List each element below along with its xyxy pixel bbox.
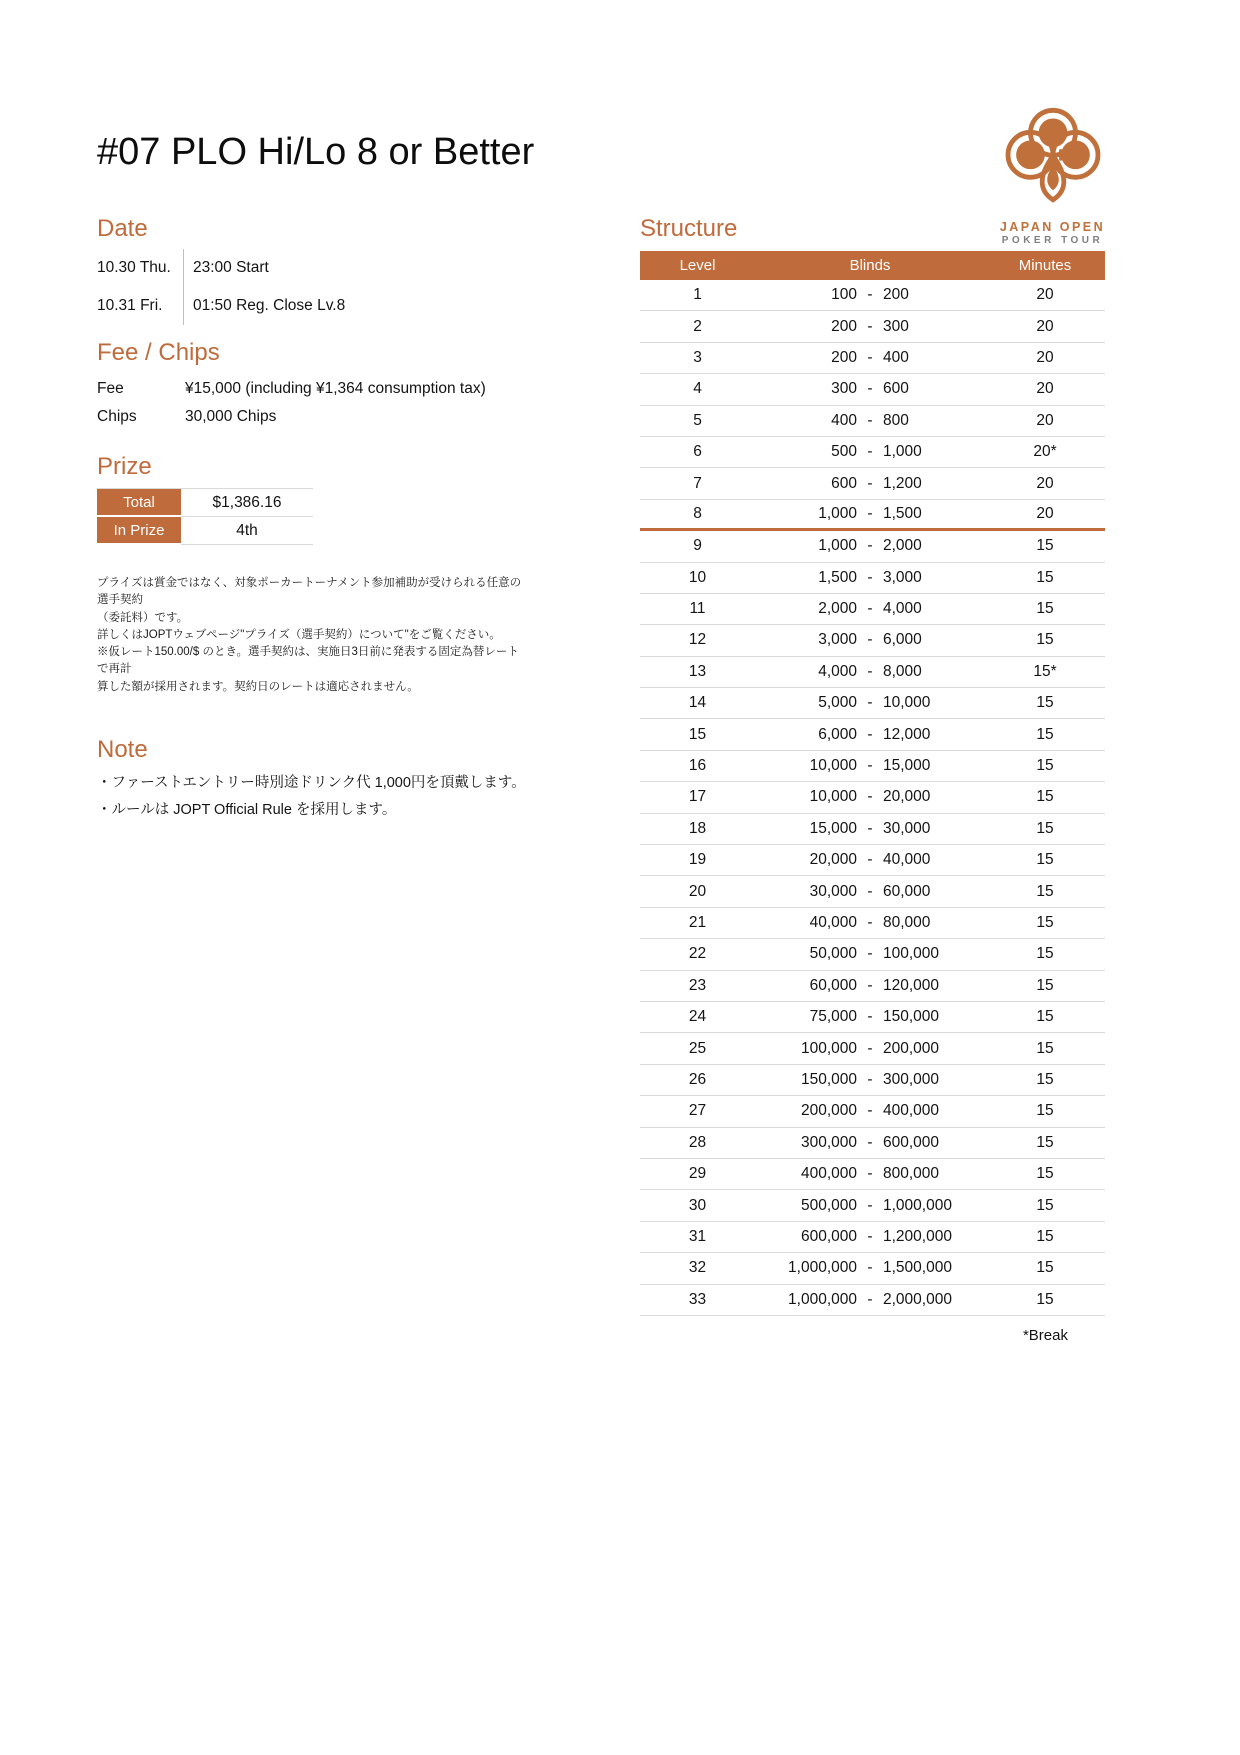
minutes-cell: 15 xyxy=(1036,1039,1054,1057)
level-cell: 16 xyxy=(688,757,707,775)
fee-chips-label: Chips xyxy=(97,408,137,425)
blinds-separator: - xyxy=(867,411,873,429)
blinds-cell xyxy=(755,1165,985,1183)
blinds-cell xyxy=(755,569,985,587)
date-table xyxy=(97,249,527,325)
minutes-cell: 15* xyxy=(1033,662,1057,680)
small-blind: 5,000 xyxy=(818,694,857,712)
minutes-cell: 20 xyxy=(1036,348,1054,366)
blinds-cell xyxy=(755,475,985,493)
small-blind: 1,000,000 xyxy=(788,1259,857,1277)
blinds-cell xyxy=(755,537,985,555)
level-cell: 1 xyxy=(693,286,702,304)
blinds-separator: - xyxy=(867,662,873,680)
level-cell: 33 xyxy=(688,1290,707,1308)
big-blind: 400 xyxy=(883,348,909,366)
small-blind: 600 xyxy=(831,474,857,492)
structure-table-row xyxy=(640,719,1105,750)
prize-row-label: Total xyxy=(97,489,181,517)
blinds-cell xyxy=(755,726,985,744)
minutes-cell: 15 xyxy=(1036,945,1054,963)
blinds-cell xyxy=(755,318,985,336)
prize-heading: Prize xyxy=(97,453,152,480)
minutes-cell: 20 xyxy=(1036,380,1054,398)
big-blind: 300 xyxy=(883,317,909,335)
blinds-separator: - xyxy=(867,600,873,618)
small-blind: 150,000 xyxy=(800,1070,857,1088)
small-blind: 40,000 xyxy=(809,914,857,931)
blinds-separator: - xyxy=(867,1102,873,1120)
structure-table-body xyxy=(640,280,1105,1316)
blinds-cell xyxy=(755,757,985,775)
blinds-cell xyxy=(755,1071,985,1089)
level-cell: 26 xyxy=(688,1070,707,1088)
blinds-separator: - xyxy=(867,945,873,963)
blinds-cell xyxy=(755,505,985,523)
minutes-cell: 15 xyxy=(1036,1290,1054,1308)
minutes-cell: 15 xyxy=(1036,694,1054,712)
blinds-cell xyxy=(755,1259,985,1277)
minutes-cell: 15 xyxy=(1036,882,1054,900)
level-cell: 22 xyxy=(688,945,707,963)
note-heading: Note xyxy=(97,735,148,763)
blinds-cell xyxy=(755,412,985,430)
big-blind: 4,000 xyxy=(883,600,922,618)
blinds-cell xyxy=(755,820,985,838)
minutes-cell: 20 xyxy=(1036,317,1054,335)
small-blind: 4,000 xyxy=(818,662,857,680)
prize-table xyxy=(97,488,313,545)
blinds-separator: - xyxy=(867,348,873,366)
big-blind: 6,000 xyxy=(883,631,922,649)
structure-table-row xyxy=(640,343,1105,374)
big-blind: 200 xyxy=(883,286,909,304)
level-cell: 2 xyxy=(693,317,702,335)
blinds-cell xyxy=(755,349,985,367)
fee-chips-heading: Fee / Chips xyxy=(97,339,220,366)
big-blind: 40,000 xyxy=(883,851,931,869)
structure-table-row xyxy=(640,1190,1105,1221)
structure-table-row xyxy=(640,971,1105,1002)
structure-table xyxy=(640,251,1105,1316)
structure-table-row xyxy=(640,657,1105,688)
minutes-cell: 15 xyxy=(1036,1133,1054,1151)
blinds-separator: - xyxy=(867,568,873,586)
column-header-blinds: Blinds xyxy=(849,257,891,274)
blinds-cell xyxy=(755,286,985,304)
structure-section xyxy=(640,215,1105,1344)
small-blind: 3,000 xyxy=(818,631,857,649)
blinds-cell xyxy=(755,1228,985,1246)
level-cell: 31 xyxy=(688,1227,707,1245)
structure-table-row xyxy=(640,782,1105,813)
minutes-cell: 20 xyxy=(1036,411,1054,429)
big-blind: 800,000 xyxy=(883,1165,940,1183)
note-list xyxy=(97,770,527,824)
level-cell: 24 xyxy=(688,1008,707,1026)
big-blind: 1,200,000 xyxy=(883,1227,952,1245)
structure-table-row xyxy=(640,688,1105,719)
blinds-separator: - xyxy=(867,882,873,900)
prize-row-label: In Prize xyxy=(97,517,181,545)
level-cell: 19 xyxy=(688,851,707,869)
structure-table-row xyxy=(640,814,1105,845)
level-cell: 11 xyxy=(689,600,706,618)
minutes-cell: 15 xyxy=(1036,1165,1054,1183)
structure-table-row xyxy=(640,468,1105,499)
big-blind: 1,000,000 xyxy=(883,1196,952,1214)
blinds-separator: - xyxy=(867,443,873,461)
blinds-cell xyxy=(755,380,985,398)
structure-table-row xyxy=(640,845,1105,876)
level-cell: 29 xyxy=(688,1165,707,1183)
date-heading: Date xyxy=(97,215,148,242)
fee-chips-value: 30,000 Chips xyxy=(185,408,277,425)
minutes-cell: 15 xyxy=(1036,631,1054,649)
minutes-cell: 15 xyxy=(1036,600,1054,618)
big-blind: 1,200 xyxy=(883,474,922,492)
big-blind: 30,000 xyxy=(883,819,931,837)
small-blind: 300 xyxy=(831,380,857,398)
small-blind: 300,000 xyxy=(800,1133,857,1151)
blinds-cell xyxy=(755,788,985,806)
small-blind: 1,000,000 xyxy=(788,1290,857,1308)
blinds-separator: - xyxy=(867,317,873,335)
big-blind: 200,000 xyxy=(883,1039,940,1057)
blinds-separator: - xyxy=(867,819,873,837)
structure-table-row xyxy=(640,406,1105,437)
date-value: 10.31 Fri. xyxy=(97,297,163,314)
column-header-level: Level xyxy=(679,257,716,274)
minutes-cell: 15 xyxy=(1036,1102,1054,1120)
minutes-cell: 15 xyxy=(1036,568,1054,586)
club-clover-icon xyxy=(1005,106,1101,218)
blinds-separator: - xyxy=(867,286,873,304)
structure-table-row xyxy=(640,1285,1105,1316)
small-blind: 30,000 xyxy=(809,882,857,900)
small-blind: 10,000 xyxy=(809,788,857,806)
structure-table-row xyxy=(640,563,1105,594)
level-cell: 9 xyxy=(693,537,702,555)
level-cell: 18 xyxy=(688,819,707,837)
blinds-separator: - xyxy=(867,976,873,994)
blinds-separator: - xyxy=(867,1133,873,1151)
small-blind: 200,000 xyxy=(800,1102,857,1120)
blinds-separator: - xyxy=(867,788,873,806)
blinds-separator: - xyxy=(867,631,873,649)
level-cell: 12 xyxy=(688,631,707,649)
big-blind: 400,000 xyxy=(883,1102,940,1120)
small-blind: 100,000 xyxy=(800,1039,857,1057)
minutes-cell: 15 xyxy=(1036,1008,1054,1026)
small-blind: 1,000 xyxy=(818,504,857,522)
structure-table-row xyxy=(640,1002,1105,1033)
blinds-separator: - xyxy=(867,1227,873,1245)
blinds-separator: - xyxy=(867,1039,873,1057)
level-cell: 32 xyxy=(688,1259,707,1277)
structure-table-row xyxy=(640,1222,1105,1253)
minutes-cell: 15 xyxy=(1036,819,1054,837)
level-cell: 15 xyxy=(688,725,707,743)
small-blind: 600,000 xyxy=(800,1227,857,1245)
prize-disclaimer-line: （委託料）です。 xyxy=(97,611,189,624)
minutes-cell: 15 xyxy=(1036,1259,1054,1277)
blinds-cell xyxy=(755,851,985,869)
level-cell: 20 xyxy=(688,882,707,900)
level-cell: 4 xyxy=(693,380,702,398)
blinds-cell xyxy=(755,977,985,995)
blinds-cell xyxy=(755,1040,985,1058)
blinds-cell xyxy=(755,1291,985,1309)
structure-table-row xyxy=(640,939,1105,970)
minutes-cell: 15 xyxy=(1036,1070,1054,1088)
structure-table-row xyxy=(640,500,1105,531)
prize-disclaimer-text xyxy=(97,575,527,696)
small-blind: 400,000 xyxy=(800,1165,857,1183)
blinds-separator: - xyxy=(867,474,873,492)
big-blind: 2,000,000 xyxy=(883,1290,952,1308)
structure-table-row xyxy=(640,437,1105,468)
level-cell: 21 xyxy=(688,914,707,931)
logo-text-japan-open: JAPAN OPEN xyxy=(999,220,1106,234)
level-cell: 25 xyxy=(688,1039,707,1057)
structure-table-row xyxy=(640,280,1105,311)
blinds-cell xyxy=(755,663,985,681)
blinds-separator: - xyxy=(867,380,873,398)
structure-table-row xyxy=(640,1159,1105,1190)
minutes-cell: 20* xyxy=(1033,443,1057,461)
minutes-cell: 15 xyxy=(1036,914,1054,931)
big-blind: 1,500,000 xyxy=(883,1259,952,1277)
big-blind: 60,000 xyxy=(883,882,931,900)
big-blind: 10,000 xyxy=(883,694,931,712)
minutes-cell: 15 xyxy=(1036,1196,1054,1214)
blinds-cell xyxy=(755,600,985,618)
fee-chips-value: ¥15,000 (including ¥1,364 consumption tax) xyxy=(185,380,486,397)
minutes-cell: 15 xyxy=(1036,788,1054,806)
level-cell: 8 xyxy=(693,504,702,522)
small-blind: 50,000 xyxy=(809,945,857,963)
structure-table-row xyxy=(640,1065,1105,1096)
prize-disclaimer-line: 詳しくはJOPTウェブページ"プライズ（選手契約）について"をご覧ください。 xyxy=(97,628,501,641)
big-blind: 80,000 xyxy=(883,914,931,931)
left-column xyxy=(97,215,527,823)
blinds-separator: - xyxy=(867,1165,873,1183)
small-blind: 400 xyxy=(831,411,857,429)
blinds-separator: - xyxy=(867,1008,873,1026)
minutes-cell: 15 xyxy=(1036,725,1054,743)
big-blind: 600,000 xyxy=(883,1133,940,1151)
prize-row xyxy=(97,489,313,517)
structure-table-row xyxy=(640,594,1105,625)
minutes-cell: 20 xyxy=(1036,504,1054,522)
blinds-cell xyxy=(755,443,985,461)
structure-table-row xyxy=(640,625,1105,656)
structure-table-row xyxy=(640,374,1105,405)
blinds-separator: - xyxy=(867,757,873,775)
date-event: 01:50 Reg. Close Lv.8 xyxy=(183,287,527,325)
column-header-minutes: Minutes xyxy=(1018,257,1072,274)
blinds-separator: - xyxy=(867,725,873,743)
level-cell: 13 xyxy=(688,662,707,680)
small-blind: 1,500 xyxy=(818,568,857,586)
level-cell: 14 xyxy=(688,694,707,712)
big-blind: 1,000 xyxy=(883,443,922,461)
level-cell: 23 xyxy=(688,976,707,994)
level-cell: 28 xyxy=(688,1133,707,1151)
date-event: 23:00 Start xyxy=(183,249,527,287)
structure-heading: Structure xyxy=(640,215,738,242)
big-blind: 800 xyxy=(883,411,909,429)
small-blind: 20,000 xyxy=(809,851,857,869)
blinds-separator: - xyxy=(867,1070,873,1088)
structure-table-row xyxy=(640,1033,1105,1064)
blinds-separator: - xyxy=(867,504,873,522)
minutes-cell: 15 xyxy=(1036,851,1054,869)
prize-disclaimer-line: プライズは賞金ではなく、対象ポーカートーナメント参加補助が受けられる任意の選手契約 xyxy=(97,577,522,607)
prize-disclaimer-line: 算した額が採用されます。契約日のレートは適応されません。 xyxy=(97,680,419,693)
page-title: #07 PLO Hi/Lo 8 or Better xyxy=(97,131,535,173)
blinds-separator: - xyxy=(867,1259,873,1277)
level-cell: 27 xyxy=(688,1102,707,1120)
logo-text-poker-tour: POKER TOUR xyxy=(1001,235,1104,246)
small-blind: 200 xyxy=(831,348,857,366)
level-cell: 7 xyxy=(693,474,702,492)
blinds-separator: - xyxy=(867,851,873,869)
structure-table-header xyxy=(640,251,1105,280)
small-blind: 200 xyxy=(831,317,857,335)
fee-chips-label: Fee xyxy=(97,380,124,397)
break-footnote: *Break xyxy=(1022,1326,1068,1344)
minutes-cell: 15 xyxy=(1036,1227,1054,1245)
big-blind: 150,000 xyxy=(883,1008,940,1026)
big-blind: 120,000 xyxy=(883,976,940,994)
blinds-separator: - xyxy=(867,1196,873,1214)
level-cell: 10 xyxy=(688,568,707,586)
note-item: ・ルールは JOPT Official Rule を採用します。 xyxy=(97,801,397,818)
structure-table-row xyxy=(640,531,1105,562)
prize-row-value: $1,386.16 xyxy=(181,489,313,517)
level-cell: 3 xyxy=(693,348,702,366)
structure-table-row xyxy=(640,751,1105,782)
structure-table-row xyxy=(640,1253,1105,1284)
blinds-cell xyxy=(755,945,985,963)
structure-table-row xyxy=(640,1096,1105,1127)
note-item: ・ファーストエントリー時別途ドリンク代 1,000円を頂戴します。 xyxy=(97,774,526,791)
minutes-cell: 15 xyxy=(1036,976,1054,994)
fee-chips-table xyxy=(97,375,527,431)
level-cell: 30 xyxy=(688,1196,707,1214)
big-blind: 2,000 xyxy=(883,537,922,555)
minutes-cell: 20 xyxy=(1036,474,1054,492)
big-blind: 600 xyxy=(883,380,909,398)
blinds-separator: - xyxy=(867,694,873,712)
minutes-cell: 15 xyxy=(1036,757,1054,775)
structure-table-row xyxy=(640,876,1105,907)
blinds-cell xyxy=(755,631,985,649)
big-blind: 15,000 xyxy=(883,757,931,775)
prize-disclaimer-line: ※仮レート150.00/$ のとき。選手契約は、実施日3日前に発表する固定為替レートで再計 xyxy=(97,646,519,676)
small-blind: 15,000 xyxy=(809,819,857,837)
prize-row-value: 4th xyxy=(181,517,313,545)
blinds-cell xyxy=(755,1197,985,1215)
small-blind: 100 xyxy=(831,286,857,304)
big-blind: 300,000 xyxy=(883,1070,940,1088)
date-value: 10.30 Thu. xyxy=(97,259,171,276)
blinds-cell xyxy=(755,1134,985,1152)
big-blind: 3,000 xyxy=(883,568,922,586)
blinds-separator: - xyxy=(867,537,873,555)
structure-table-row xyxy=(640,311,1105,342)
small-blind: 500,000 xyxy=(800,1196,857,1214)
small-blind: 6,000 xyxy=(818,725,857,743)
blinds-cell xyxy=(755,1102,985,1120)
blinds-separator: - xyxy=(867,914,873,931)
small-blind: 500 xyxy=(831,443,857,461)
structure-table-row xyxy=(640,908,1105,939)
small-blind: 2,000 xyxy=(818,600,857,618)
blinds-cell xyxy=(755,914,985,932)
big-blind: 20,000 xyxy=(883,788,931,806)
small-blind: 1,000 xyxy=(818,537,857,555)
small-blind: 75,000 xyxy=(809,1008,857,1026)
blinds-cell xyxy=(755,883,985,901)
blinds-cell xyxy=(755,694,985,712)
level-cell: 5 xyxy=(693,411,702,429)
small-blind: 60,000 xyxy=(809,976,857,994)
small-blind: 10,000 xyxy=(809,757,857,775)
big-blind: 12,000 xyxy=(883,725,931,743)
level-cell: 6 xyxy=(693,443,702,461)
blinds-separator: - xyxy=(867,1290,873,1308)
minutes-cell: 20 xyxy=(1036,286,1054,304)
big-blind: 100,000 xyxy=(883,945,940,963)
prize-row xyxy=(97,517,313,545)
level-cell: 17 xyxy=(688,788,707,806)
big-blind: 8,000 xyxy=(883,662,922,680)
blinds-cell xyxy=(755,1008,985,1026)
structure-table-row xyxy=(640,1128,1105,1159)
minutes-cell: 15 xyxy=(1036,537,1054,555)
big-blind: 1,500 xyxy=(883,504,922,522)
